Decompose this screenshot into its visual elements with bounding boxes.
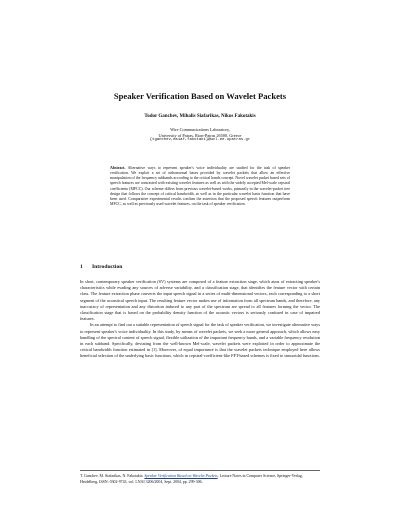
abstract-text: Alternative ways to represent speaker's voice individuality are studied for the task of speaker verification. We exploit a set of orthonormal bases provided by wavelet packets that allow an effective manipulation of the frequency subbands according to the critical bands concept. Novel wavelet packet based sets of speech features are contrasted with existing wavelet features as well as with the widely accepted Mel-scale cepstral coefficients (MFCC). Our scheme differs from previous wavelet-based works, primarily in the wavelet-packet tree design that follows the concept of critical bandwidth, as well as in the particular wavelet basis function that have been used. Comparative experimental results confirm the assertion that the proposed speech features outperform MFCC, as well as previously used wavelet features, on the task of speaker verification. xyxy=(110,166,290,207)
citation-footnote xyxy=(80,474,320,485)
footnote-divider xyxy=(80,470,320,471)
paper-title: Speaker Verification Based on Wavelet Packets xyxy=(113,91,287,101)
footnote-authors: T. Ganchev, M. Siafarikas, N. Fakotakis: xyxy=(80,474,145,478)
affiliation-lab: Wire Communications Laboratory, xyxy=(170,127,230,132)
body-paragraph: In short, contemporary speaker verification (SV) systems are composed of a feature extraction stage, which aims of extracting speaker's characteristics while evading any sources of adverse variability, and a classification stage, that identifies the feature vector with certain class. The feature extraction phase converts the input speech signal in a series of multi-dimensional vectors, each corresponding to a short segment of the acoustical speech input. The resulting feature vector makes use of information from all spectrum bands, and therefore, any inaccuracy of representation and any distortion induced to any part of the spectrum are spread to all features forming the vector. The classification stage that is based on the probability density function of the acoustic vectors is seriously confused in case of impaired features. xyxy=(80,279,320,322)
affiliation-university: University of Patras, Rion-Patras 26500, Greece xyxy=(158,132,242,138)
paper-title-link[interactable]: Speaker Verification Based on Wavelet Packets xyxy=(144,474,218,478)
body-paragraph: In an attempt to find out a suitable representation of speech signal for the task of speaker verification, we investigate alternative ways to represent speaker's voice individuality. In this study, by means of wavelet packets, we seek a more general approach, which allows easy handling of the spectral content of speech signal, flexible utilization of the important frequency bands, and a variable frequency resolution in each subband. Specifically, deviating from the well-known Mel-scale, wavelet packets were exploited in order to approximate the critical bandwidth function estimated in [1]. Moreover, of equal importance is that the wavelet packets technique employed here allows beneficial selection of the underlying basic functions, which in cepstral-coefficient-like FFT-based schemes is fixed to sinusoidal functions. xyxy=(80,322,320,359)
abstract-label: Abstract. xyxy=(110,166,126,170)
abstract xyxy=(110,166,290,207)
section-title: Introduction xyxy=(92,264,123,270)
affiliation-block xyxy=(0,127,400,144)
author-list: Todor Ganchev, Mihalis Siafarikas, Nikos Fakotakis xyxy=(144,114,256,119)
introduction-body xyxy=(80,279,320,360)
section-number: 1 xyxy=(80,264,83,270)
author-emails: {tganchev,msiaf,fakotaki}@wcl.ee.upatras.gr xyxy=(149,138,251,143)
footnote-publication: , Lecture Notes in Computer Science, Springer-Verlag, Heidelberg, ISSN: 0302-9743, vol. LNAI 3206/2004, Sept. 2004, pp. 299-306. xyxy=(80,474,303,484)
section-heading xyxy=(80,264,320,270)
